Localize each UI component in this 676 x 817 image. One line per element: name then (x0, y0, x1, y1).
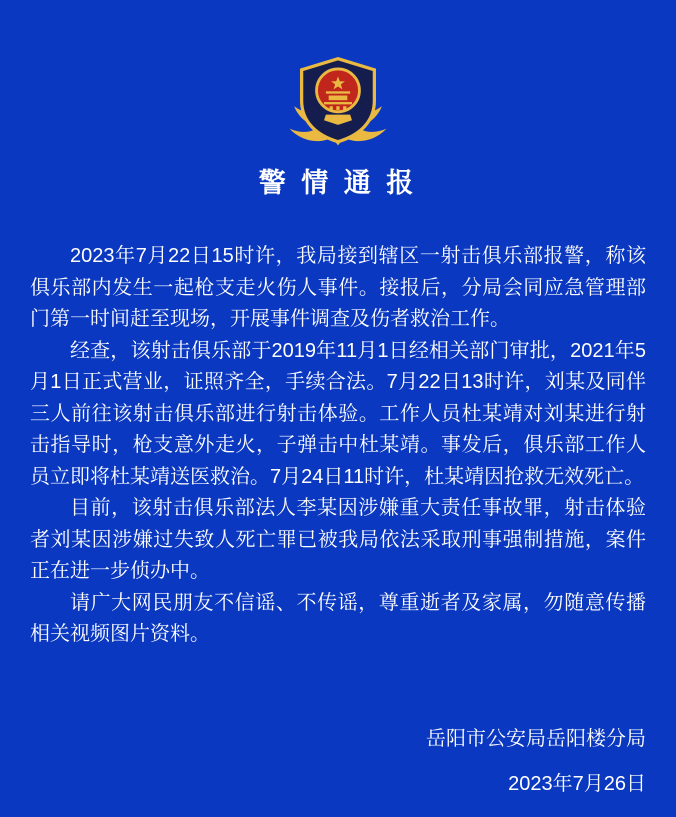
notice-signature (0, 717, 646, 807)
paragraph-legal-measures: 目前，该射击俱乐部法人李某因涉嫌重大责任事故罪，射击体验者刘某因涉嫌过失致人死亡罪已被我局依法采取刑事强制措施，案件正在进一步侦办中。 (30, 497, 646, 582)
police-emblem (282, 54, 394, 151)
paragraph-public-appeal: 请广大网民朋友不信谣、不传谣，尊重逝者及家属，勿随意传播相关视频图片资料。 (30, 591, 646, 645)
notice-body (30, 241, 646, 651)
signature-date: 2023年7月26日 (508, 772, 646, 795)
paragraph-investigation-findings: 经查，该射击俱乐部于2019年11月1日经相关部门审批，2021年5月1日正式营业，证照齐全，手续合法。7月22日13时许，刘某及同伴三人前往该射击俱乐部进行射击体验。工作人员杜某靖对刘某进行射击指导时，枪支意外走火，子弹击中杜某靖。事发后，俱乐部工作人员立即将杜某靖送医救治。7月24日11时许，杜某靖因抢救无效死亡。 (30, 339, 646, 488)
police-badge-icon (282, 54, 394, 151)
signature-agency: 岳阳市公安局岳阳楼分局 (426, 727, 646, 750)
notice-title: 警 情 通 报 (258, 168, 418, 198)
paragraph-incident-report: 2023年7月22日15时许，我局接到辖区一射击俱乐部报警，称该俱乐部内发生一起枪支走火伤人事件。接报后，分局会同应急管理部门第一时间赶至现场，开展事件调查及伤者救治工作。 (30, 245, 646, 330)
